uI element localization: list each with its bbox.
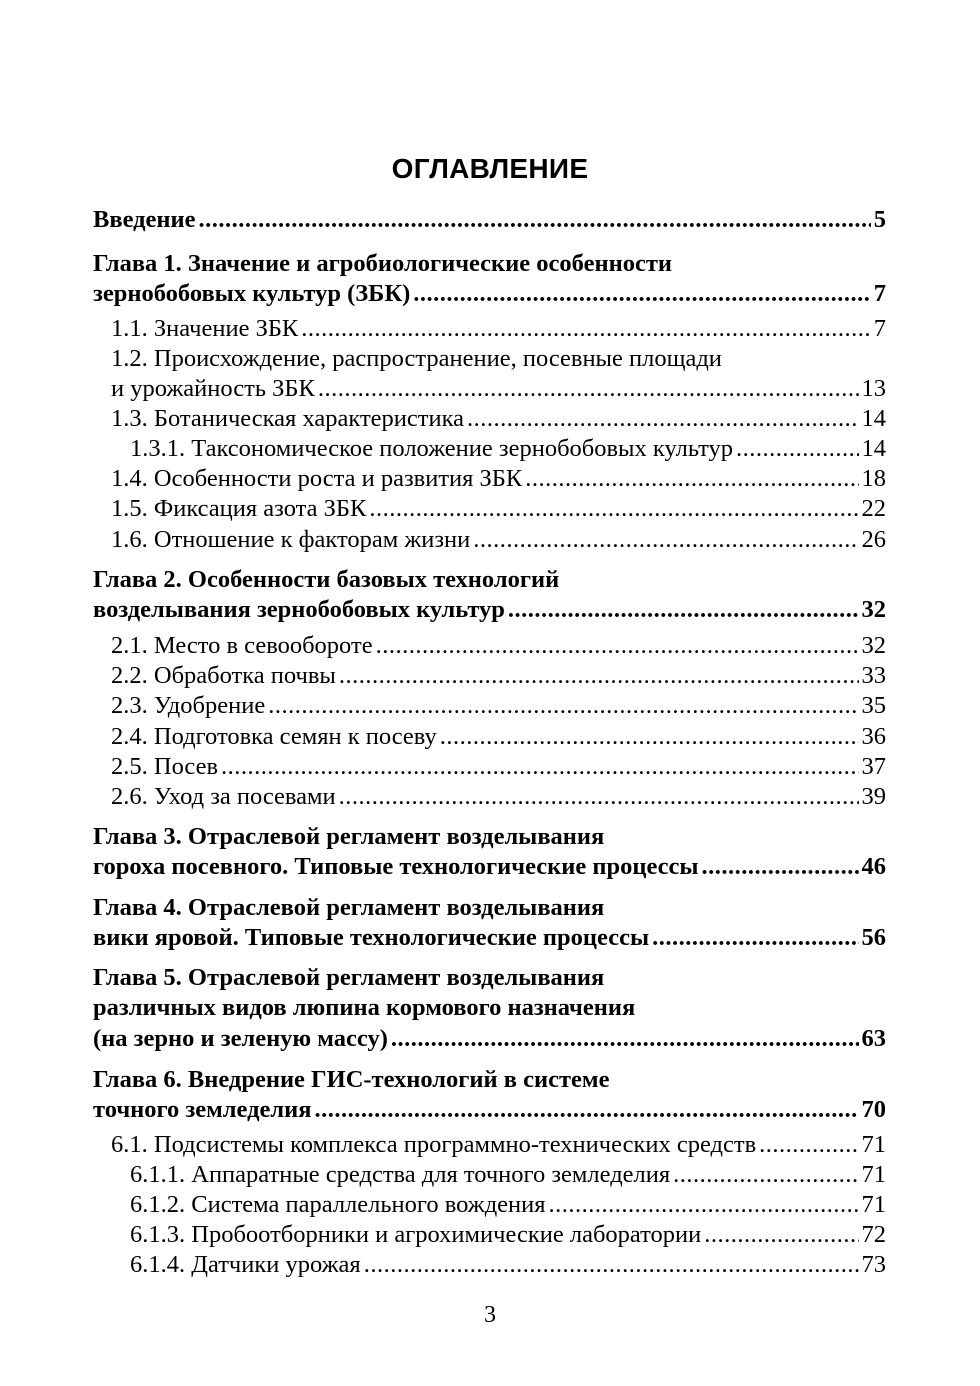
dot-leader [549,1190,859,1220]
toc-page-number: 46 [861,853,886,880]
toc-entry-text: 1.6. Отношение к факторам жизни [111,526,471,553]
toc-entry-chapter-5[interactable] [93,1024,886,1054]
toc-entry-text: зернобобовых культур (ЗБК) [93,280,411,307]
toc-page-number: 22 [861,495,886,522]
toc-entry-1-4[interactable] [111,464,886,494]
toc-page-number: 63 [861,1025,886,1052]
toc-entry-2-4[interactable] [111,722,886,752]
toc-page-number: 71 [861,1191,886,1218]
toc-entry-text: 6.1.3. Пробоотборники и агрохимические лаборатории [130,1221,702,1248]
dot-leader [391,1024,859,1054]
toc-entry-2-2[interactable] [111,661,886,691]
dot-leader [339,782,859,812]
dot-leader [467,404,858,434]
toc-entry-2-1[interactable] [111,631,886,661]
toc-entry-intro[interactable] [93,205,886,235]
toc-entry-text: 6.1.1. Аппаратные средства для точного земледелия [130,1161,671,1188]
toc-entry-chapter-1[interactable] [93,279,886,309]
toc-page-number: 33 [861,662,886,689]
toc-entry-1-3-1[interactable] [130,434,886,464]
toc-page-number: 5 [873,206,886,233]
toc-entry-text: 6.1.2. Система параллельного вождения [130,1191,546,1218]
toc-entry-1-1[interactable] [111,314,886,344]
toc-chapter-1-line: Глава 1. Значение и агробиологические особенности [93,250,672,277]
toc-entry-text: возделывания зернобобовых культур [93,596,505,623]
toc-page-number: 32 [861,596,886,623]
toc-entry-6-1-4[interactable] [130,1250,886,1280]
toc-page-number: 72 [861,1221,886,1248]
toc-entry-text: 1.4. Особенности роста и развития ЗБК [111,465,523,492]
toc-page-number: 71 [861,1161,886,1188]
toc-entry-text: 2.4. Подготовка семян к посеву [111,723,437,750]
toc-entry-2-5[interactable] [111,752,886,782]
toc-page-number: 26 [861,526,886,553]
toc-entry-6-1-1[interactable] [130,1160,886,1190]
page-number: 3 [484,1302,496,1328]
toc-entry-text: 6.1. Подсистемы комплекса программно-технических средств [111,1131,757,1158]
dot-leader [339,661,859,691]
toc-chapter-6-line: Глава 6. Внедрение ГИС-технологий в системе [93,1066,610,1093]
dot-leader [413,279,870,309]
toc-entry-2-3[interactable] [111,691,886,721]
dot-leader [704,1220,858,1250]
page-title: ОГЛАВЛЕНИЕ [391,153,589,184]
toc-entry-text: 2.1. Место в севообороте [111,632,373,659]
toc-page-number: 35 [861,692,886,719]
toc-entry-text: 2.6. Уход за посевами [111,783,336,810]
toc-page-number: 13 [861,375,886,402]
dot-leader [473,525,858,555]
toc-entry-text: точного земледелия [93,1096,312,1123]
toc-chapter-5-line-2: различных видов люпина кормового назначения [93,994,636,1021]
dot-leader [525,464,858,494]
toc-page-number: 14 [861,405,886,432]
dot-leader [440,722,859,752]
toc-entry-text: Введение [93,206,196,233]
dot-leader [315,1095,859,1125]
dot-leader [268,691,858,721]
toc-entry-6-1-3[interactable] [130,1220,886,1250]
toc-page-number: 70 [861,1096,886,1123]
toc-page-number: 14 [861,435,886,462]
toc-page-number: 7 [873,315,886,342]
toc-chapter-3-line: Глава 3. Отраслевой регламент возделывания [93,823,605,850]
toc-entry-text: 6.1.4. Датчики урожая [130,1251,361,1278]
dot-leader [301,314,870,344]
toc-entry-chapter-2[interactable] [93,595,886,625]
toc-entry-1-2[interactable] [111,374,886,404]
toc-page-number: 18 [861,465,886,492]
toc-entry-text: 1.3.1. Таксономическое положение зернобобовых культур [130,435,733,462]
dot-leader [376,631,859,661]
toc-entry-text: вики яровой. Типовые технологические процессы [93,924,650,951]
toc-entry-text: 2.2. Обработка почвы [111,662,336,689]
toc-entry-1-3[interactable] [111,404,886,434]
toc-entry-text: 1.3. Ботаническая характеристика [111,405,465,432]
toc-entry-6-1[interactable] [111,1130,886,1160]
dot-leader [364,1250,859,1280]
toc-page-number: 71 [861,1131,886,1158]
toc-entry-2-6[interactable] [111,782,886,812]
toc-entry-text: (на зерно и зеленую массу) [93,1025,388,1052]
toc-entry-text: 1.1. Значение ЗБК [111,315,299,342]
toc-chapter-2-line: Глава 2. Особенности базовых технологий [93,566,560,593]
toc-entry-text: 2.3. Удобрение [111,692,266,719]
toc-entry-text: гороха посевного. Типовые технологические процессы [93,853,699,880]
toc-entry-text: 1.5. Фиксация азота ЗБК [111,495,367,522]
toc-page-number: 39 [861,783,886,810]
toc-entry-chapter-6[interactable] [93,1095,886,1125]
dot-leader [221,752,858,782]
dot-leader [702,852,859,882]
toc-entry-chapter-4[interactable] [93,923,886,953]
dot-leader [318,374,859,404]
toc-page-number: 32 [861,632,886,659]
toc-entry-text: 2.5. Посев [111,753,219,780]
toc-entry-1-2-line: 1.2. Происхождение, распространение, посевные площади [111,345,722,372]
toc-page-number: 37 [861,753,886,780]
dot-leader [736,434,859,464]
toc-entry-6-1-2[interactable] [130,1190,886,1220]
dot-leader [369,494,858,524]
dot-leader [199,205,871,235]
dot-leader [673,1160,858,1190]
toc-entry-text: и урожайность ЗБК [111,375,315,402]
toc-page-number: 36 [861,723,886,750]
toc-entry-1-5[interactable] [111,494,886,524]
dot-leader [508,595,859,625]
toc-page-number: 56 [861,924,886,951]
toc-chapter-5-line-1: Глава 5. Отраслевой регламент возделывания [93,964,605,991]
toc-page-number: 73 [861,1251,886,1278]
dot-leader [759,1130,858,1160]
toc-page-number: 7 [873,280,886,307]
dot-leader [652,923,858,953]
toc-chapter-4-line: Глава 4. Отраслевой регламент возделывания [93,894,605,921]
toc-entry-chapter-3[interactable] [93,852,886,882]
toc-entry-1-6[interactable] [111,525,886,555]
